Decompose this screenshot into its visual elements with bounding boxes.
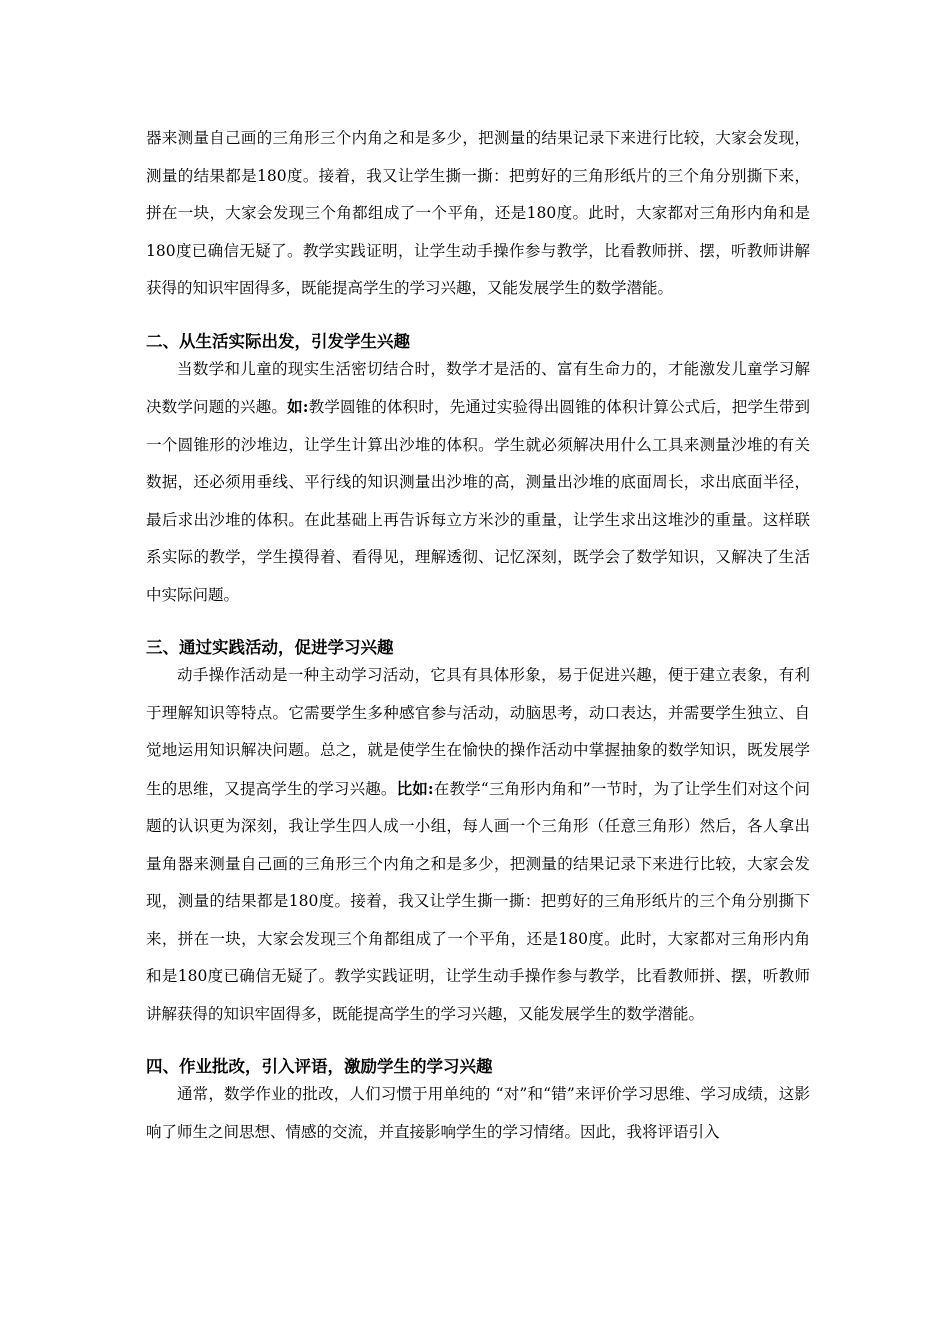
paragraph-section-2 xyxy=(146,351,810,615)
paragraph-section-4: 通常，数学作业的批改，人们习惯于用单纯的 “对”和“错”来评价学习思维、学习成绩，这影响了师生之间思想、情感的交流，并直接影响学生的学习情绪。因此，我将评语引入 xyxy=(146,1085,810,1141)
example-label: 比如: xyxy=(396,778,434,798)
section-heading-4: 四、作业批改，引入评语，激励学生的学习兴趣 xyxy=(146,1057,493,1076)
paragraph-text: 动手操作活动是一种主动学习活动，它具有具体形象，易于促进兴趣，便于建立表象，有利于理解知识等特点。它需要学生多种感官参与活动，动脑思考，动口表达，并需要学生独立、自觉地运用知识解决问题。总之，就是使学生在愉快的操作活动中掌握抽象的数学知识，既发展学生的思维，又提高学生的学习兴趣。 xyxy=(146,666,810,798)
example-label: 如: xyxy=(287,397,309,416)
section-heading-2: 二、从生活实际出发，引发学生兴趣 xyxy=(146,331,410,351)
paragraph-section-3 xyxy=(146,657,810,1033)
section-heading-3: 三、通过实践活动，促进学习兴趣 xyxy=(146,638,394,657)
paragraph-text: 当数学和儿童的现实生活密切结合时，数学才是活的、富有生命力的，才能激发儿童学习解决数学问题的兴趣。 xyxy=(146,359,810,416)
paragraph-continuation: 器来测量自己画的三角形三个内角之和是多少，把测量的结果记录下来进行比较，大家会发现，测量的结果都是180度。接着，我又让学生撕一撕：把剪好的三角形纸片的三个角分别撕下来，拼在一块，大家会发现三个角都组成了一个平角，还是180度。此时，大家都对三角形内角和是180度已确信无疑了。教学实践证明，让学生动手操作参与教学，比看教师拼、摆，听教师讲解获得的知识牢固得多，既能提高学生的学习兴趣，又能发展学生的数学潜能。 xyxy=(146,129,810,297)
paragraph-text: 教学圆锥的体积时，先通过实验得出圆锥的体积计算公式后，把学生带到一个圆锥形的沙堆边，让学生计算出沙堆的体积。学生就必须解决用什么工具来测量沙堆的有关数据，还必须用垂线、平行线的知识测量出沙堆的高，测量出沙堆的底面周长，求出底面半径，最后求出沙堆的体积。在此基础上再告诉每立方米沙的重量，让学生求出这堆沙的重量。这样联系实际的教学，学生摸得着、看得见，理解透彻、记忆深刻，既学会了数学知识，又解决了生活中实际问题。 xyxy=(146,398,810,604)
paragraph-text: 在教学“三角形内角和”一节时，为了让学生们对这个问题的认识更为深刻，我让学生四人成一小组，每人画一个三角形（任意三角形）然后，各人拿出量角器来测量自己画的三角形三个内角之和是多少，把测量的结果记录下来进行比较，大家会发现，测量的结果都是180度。接着，我又让学生撕一撕：把剪好的三角形纸片的三个角分别撕下来，拼在一块，大家会发现三个角都组成了一个平角，还是180度。此时，大家都对三角形内角和是180度已确信无疑了。教学实践证明，让学生动手操作参与教学，比看教师拼、摆，听教师讲解获得的知识牢固得多，既能提高学生的学习兴趣，又能发展学生的数学潜能。 xyxy=(146,779,810,1023)
